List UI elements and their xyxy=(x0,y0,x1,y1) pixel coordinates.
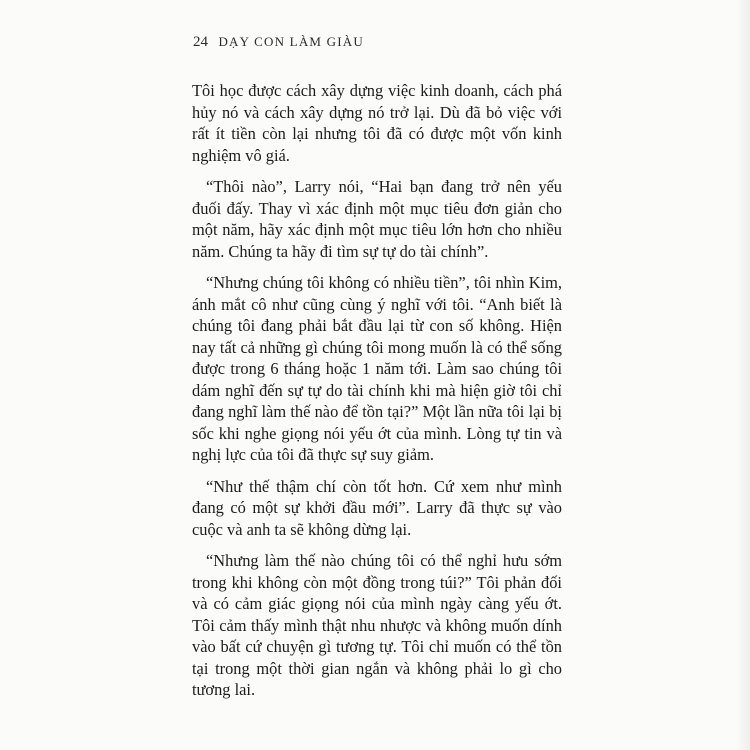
body-text xyxy=(192,80,562,711)
paragraph-4: “Như thế thậm chí còn tốt hơn. Cứ xem như mình đang có một sự khởi đầu mới”. Larry đã thực sự vào cuộc và anh ta sẽ không dừng lại. xyxy=(192,476,562,539)
paragraph-3: “Nhưng chúng tôi không có nhiều tiền”, tôi nhìn Kim, ánh mắt cô như cũng cùng ý nghĩ với tôi. “Anh biết là chúng tôi đang phải bắt đầu lại từ con số không. Hiện nay tất cả những gì chúng tôi mong muốn là có thể sống được trong 6 tháng hoặc 1 năm tới. Làm sao chúng tôi dám nghĩ đến sự tự do tài chính khi mà hiện giờ tôi chỉ đang nghĩ làm thế nào để tồn tại?” Một lần nữa tôi lại bị sốc khi nghe giọng nói yếu ớt của mình. Lòng tự tin và nghị lực của tôi đã thực sự suy giảm. xyxy=(192,273,562,464)
page-edge-shadow xyxy=(736,0,750,750)
page-number: 24 xyxy=(193,34,208,50)
running-header xyxy=(193,34,364,51)
paragraph-5: “Nhưng làm thế nào chúng tôi có thể nghỉ hưu sớm trong khi không còn một đồng trong túi?” Tôi phản đối và có cảm giác giọng nói của mình ngày càng yếu ớt. Tôi cảm thấy mình thật nhu nhược và không muốn dính vào bất cứ chuyện gì tương tự. Tôi chỉ muốn có thể tồn tại trong một thời gian ngắn và không phải lo gì cho tương lai. xyxy=(192,551,562,699)
paragraph-1: Tôi học được cách xây dựng việc kinh doanh, cách phá hủy nó và cách xây dựng nó trở lại. Dù đã bỏ việc với rất ít tiền còn lại nhưng tôi đã có được một vốn kinh nghiệm vô giá. xyxy=(192,81,562,165)
paragraph-2: “Thôi nào”, Larry nói, “Hai bạn đang trở nên yếu đuối đấy. Thay vì xác định một mục tiêu đơn giản cho một năm, hãy xác định một mục tiêu lớn hơn cho nhiều năm. Chúng ta hãy đi tìm sự tự do tài chính”. xyxy=(192,177,562,261)
book-title: DẠY CON LÀM GIÀU xyxy=(218,34,364,49)
